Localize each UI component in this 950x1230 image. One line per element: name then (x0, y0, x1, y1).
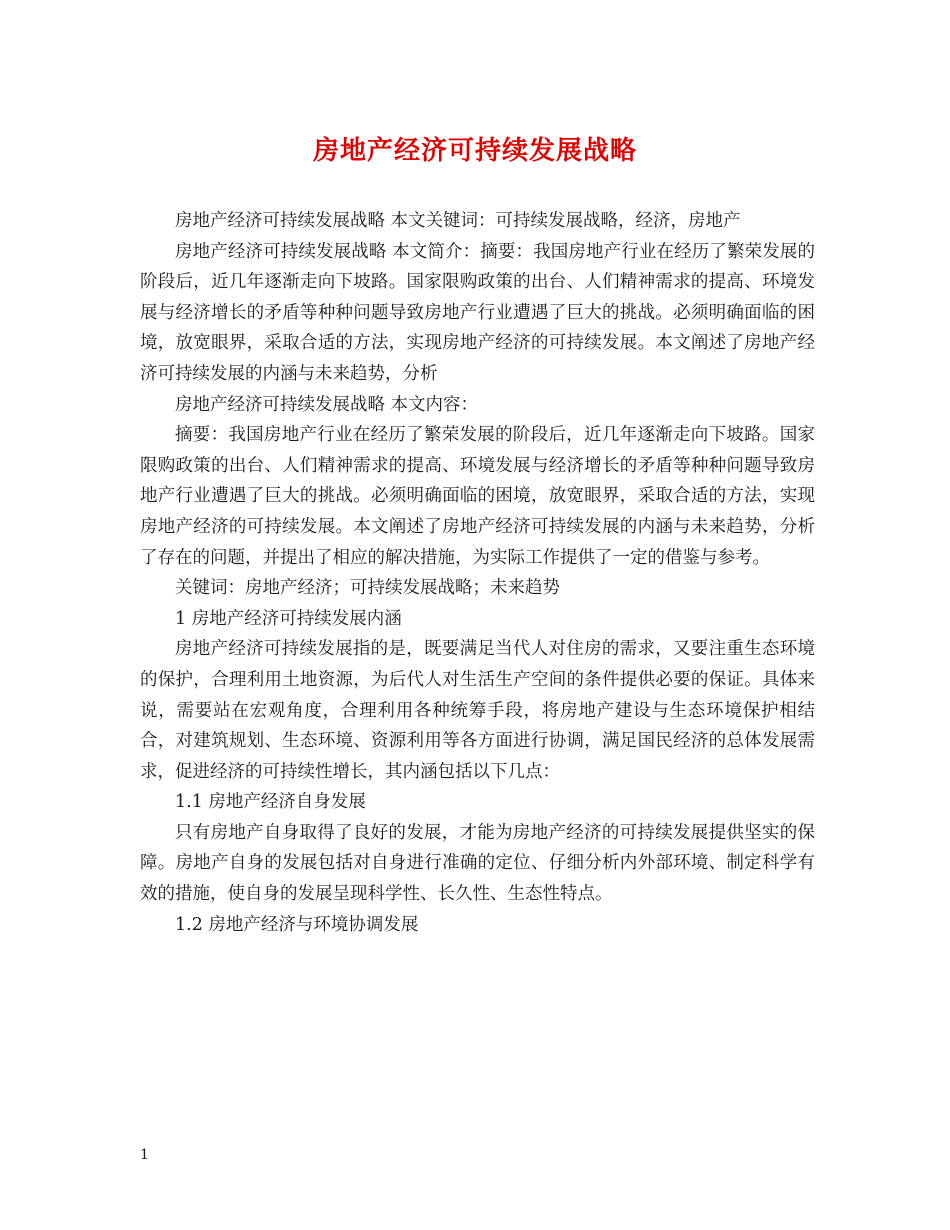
abstract-paragraph: 摘要：我国房地产行业在经历了繁荣发展的阶段后，近几年逐渐走向下坡路。国家限购政策的出台、人们精神需求的提高、环境发展与经济增长的矛盾等种种问题导致房地产行业遭遇了巨大的挑战。必须明确面临的困境，放宽眼界，采取合适的方法，实现房地产经济的可持续发展。本文阐述了房地产经济可持续发展的内涵与未来趋势，分析了存在的问题，并提出了相应的解决措施，为实际工作提供了一定的借鉴与参考。 (140, 425, 815, 568)
subsection-heading-1-2: 1.2 房地产经济与环境协调发展 (175, 914, 419, 935)
document-title: 房地产经济可持续发展战略 (312, 136, 637, 166)
summary-paragraph: 房地产经济可持续发展战略 本文简介：摘要：我国房地产行业在经历了繁荣发展的阶段后，近几年逐渐走向下坡路。国家限购政策的出台、人们精神需求的提高、环境发展与经济增长的矛盾等种种问题导致房地产行业遭遇了巨大的挑战。必须明确面临的困境，放宽眼界，采取合适的方法，实现房地产经济的可持续发展。本文阐述了房地产经济可持续发展的内涵与未来趋势，分析 (140, 241, 815, 384)
page-number: 1 (140, 1147, 149, 1163)
subsection-heading-1-1: 1.1 房地产经济自身发展 (175, 792, 366, 813)
document-body (140, 206, 815, 940)
subsection-1-1-paragraph: 只有房地产自身取得了良好的发展，才能为房地产经济的可持续发展提供坚实的保障。房地产自身的发展包括对自身进行准确的定位、仔细分析内外部环境、制定科学有效的措施，使自身的发展呈现科学性、长久性、生态性特点。 (140, 822, 815, 905)
content-heading: 房地产经济可持续发展战略 本文内容： (175, 394, 479, 415)
section-1-paragraph: 房地产经济可持续发展指的是，既要满足当代人对住房的需求，又要注重生态环境的保护，合理利用土地资源，为后代人对生活生产空间的条件提供必要的保证。具体来说，需要站在宏观角度，合理利用各种统筹手段，将房地产建设与生态环境保护相结合，对建筑规划、生态环境、资源利用等各方面进行协调，满足国民经济的总体发展需求，促进经济的可持续性增长，其内涵包括以下几点： (140, 639, 815, 782)
section-heading-1: 1 房地产经济可持续发展内涵 (175, 608, 402, 629)
keywords-line: 房地产经济可持续发展战略 本文关键词：可持续发展战略，经济，房地产 (175, 211, 741, 231)
keywords-paragraph: 关键词：房地产经济；可持续发展战略；未来趋势 (175, 578, 560, 599)
